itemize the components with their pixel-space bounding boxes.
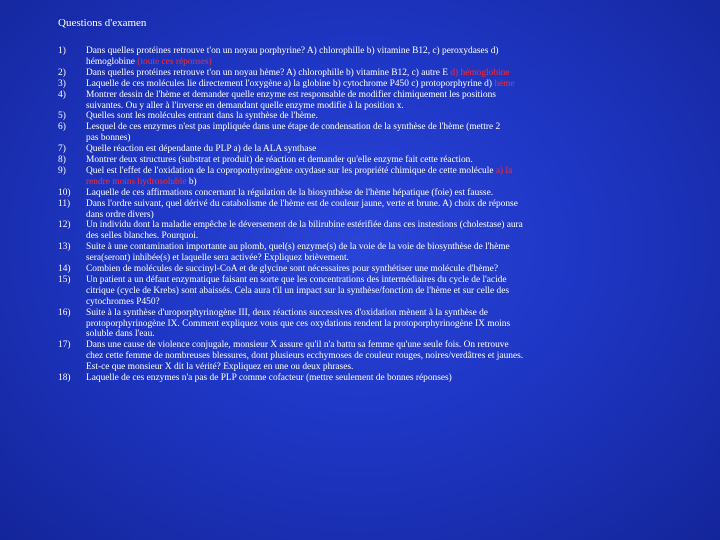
- question-segment: protoporphyrinogène IX. Comment expliquez vous que ces oxydations rendent la protoporphyrinogène IX moins: [86, 318, 511, 329]
- question-number: 17): [58, 340, 71, 351]
- question-text: [86, 68, 696, 79]
- question-line: [86, 133, 696, 144]
- answer-highlight: hème: [494, 78, 515, 89]
- question-line: [86, 188, 696, 199]
- question-line: [86, 231, 696, 242]
- question-segment: hémoglobine: [86, 56, 138, 67]
- question-line: [86, 57, 696, 68]
- answer-highlight: rendre moins hydrosoluble: [86, 176, 187, 187]
- question-segment: Lesquel de ces enzymes n'est pas impliquée dans une étape de condensation de la synthèse de l'hème (mettre 2: [86, 122, 501, 133]
- question-segment: sera(seront) inhibée(s) et laquelle sera activée? Expliquez brièvement.: [86, 253, 349, 264]
- question-item: [58, 308, 698, 341]
- question-number: 3): [58, 78, 66, 89]
- question-item: [58, 264, 698, 275]
- question-line: [86, 340, 696, 351]
- question-segment: Est-ce que monsieur X dit la vérité? Expliquez en une ou deux phrases.: [86, 362, 354, 373]
- question-segment: dans ordre divers): [86, 209, 154, 220]
- question-line: [86, 199, 696, 210]
- question-text: [86, 340, 696, 373]
- question-text: [86, 46, 696, 68]
- question-segment: Un individu dont la maladie empêche le déversement de la bilirubine estérifiée dans ces instestions (cholestase) aura: [86, 220, 523, 231]
- question-line: [86, 111, 696, 122]
- question-segment: cytochromes P450?: [86, 296, 160, 307]
- question-line: [86, 264, 696, 275]
- question-segment: des selles blanches. Pourquoi.: [86, 231, 199, 242]
- question-segment: Quelle réaction est dépendante du PLP a) de la ALA synthase: [86, 144, 317, 155]
- question-line: [86, 362, 696, 373]
- question-segment: suivantes. Ou y aller à l'inverse en demandant quelle enzyme modifie à la position x.: [86, 100, 404, 111]
- question-segment: b): [186, 176, 197, 187]
- question-text: [86, 242, 696, 264]
- question-text: [86, 79, 696, 90]
- question-line: [86, 166, 696, 177]
- question-number: 10): [58, 187, 71, 198]
- question-item: [58, 199, 698, 221]
- question-line: [86, 297, 696, 308]
- question-line: [86, 144, 696, 155]
- question-line: [86, 242, 696, 253]
- question-item: [58, 275, 698, 308]
- question-segment: soluble dans l'eau.: [86, 329, 155, 340]
- question-text: [86, 188, 696, 199]
- question-item: [58, 90, 698, 112]
- question-text: [86, 111, 696, 122]
- question-number: 14): [58, 264, 71, 274]
- question-item: [58, 46, 698, 68]
- question-text: [86, 155, 696, 166]
- question-number: 16): [58, 307, 71, 318]
- question-segment: Quel est l'effet de l'oxidation de la coproporhyrinogène oxydase sur les propriété chimique de cette molécule: [86, 165, 496, 176]
- answer-highlight: a) la: [495, 165, 513, 176]
- question-text: [86, 166, 696, 188]
- question-item: [58, 166, 698, 188]
- question-segment: Suite à la synthèse d'uroporphyrinogène III, deux réactions successives d'oxidation mènent à la synthèse de: [86, 307, 488, 318]
- question-text: [86, 220, 696, 242]
- answer-highlight: d) hémoglobine: [450, 67, 510, 78]
- question-segment: Montrer dessin de l'hème et demander quelle enzyme est responsable de modifier chimiquement les positions: [86, 89, 496, 100]
- question-text: [86, 275, 696, 308]
- question-line: [86, 210, 696, 221]
- question-number: 15): [58, 274, 71, 285]
- question-line: [86, 155, 696, 166]
- answer-highlight: (toute ces réponses): [137, 56, 212, 67]
- question-item: [58, 155, 698, 166]
- question-segment: Laquelle de ces affirmations concernant la régulation de la biosynthèse de l'hème hépatique (foie) est fausse.: [86, 187, 494, 198]
- question-item: [58, 188, 698, 199]
- question-line: [86, 308, 696, 319]
- question-segment: pas bonnes): [86, 133, 131, 144]
- question-number: 7): [58, 144, 66, 155]
- question-line: [86, 90, 696, 101]
- question-number: 8): [58, 155, 66, 165]
- question-text: [86, 199, 696, 221]
- question-line: [86, 351, 696, 362]
- question-segment: Combien de molécules de succinyl-CoA et de glycine sont nécessaires pour synthétiser une molécule d'hème?: [86, 264, 498, 274]
- question-line: [86, 101, 696, 112]
- question-number: 9): [58, 165, 66, 176]
- question-item: [58, 122, 698, 144]
- question-segment: Dans quelles protéines retrouve t'on un noyau hème? A) chlorophille b) vitamine B12, c) autre E: [86, 67, 451, 78]
- question-text: [86, 308, 696, 341]
- question-number: 2): [58, 67, 66, 78]
- question-segment: Dans une cause de violence conjugale, monsieur X assure qu'il n'a battu sa femme qu'une seule fois. On retrouve: [86, 340, 509, 351]
- question-number: 18): [58, 373, 71, 383]
- question-line: [86, 177, 696, 188]
- question-segment: chez cette femme de nombreuses blessures, dont plusieurs ecchymoses de couleur rouges, noires/verdâtres et jaunes.: [86, 351, 524, 362]
- question-segment: Suite à une contamination importante au plomb, quel(s) enzyme(s) de la voie de la voie de biosynthèse de l'hème: [86, 242, 510, 253]
- question-item: [58, 79, 698, 90]
- question-segment: Quelles sont les molécules entrant dans la synthèse de l'hème.: [86, 111, 318, 122]
- question-text: [86, 373, 696, 384]
- question-line: [86, 68, 696, 79]
- question-segment: Laquelle de ces molécules lie directement l'oxygène a) la globine b) cytochrome P450 c) protoporphyrine d): [86, 78, 495, 89]
- question-text: [86, 122, 696, 144]
- question-line: [86, 373, 696, 384]
- question-number: 5): [58, 111, 66, 122]
- question-line: [86, 329, 696, 340]
- question-number: 6): [58, 122, 66, 133]
- question-segment: Laquelle de ces enzymes n'a pas de PLP comme cofacteur (mettre seulement de bonnes réponses): [86, 373, 452, 383]
- question-line: [86, 220, 696, 231]
- question-item: [58, 111, 698, 122]
- question-line: [86, 46, 696, 57]
- slide-title: Questions d'examen: [58, 17, 147, 29]
- question-text: [86, 90, 696, 112]
- question-number: 11): [58, 198, 71, 209]
- question-segment: citrique (cycle de Krebs) sont abaissés. Cela aura t'il un impact sur la synthèse/fonction de l'hème et sur celle des: [86, 285, 510, 296]
- question-line: [86, 122, 696, 133]
- question-line: [86, 275, 696, 286]
- question-item: [58, 373, 698, 384]
- question-text: [86, 144, 696, 155]
- question-item: [58, 68, 698, 79]
- question-item: [58, 220, 698, 242]
- question-segment: Un patient a un défaut enzymatique faisant en sorte que les concentrations des intermédiaires du cycle de l'acide: [86, 274, 507, 285]
- question-number: 12): [58, 220, 71, 231]
- question-line: [86, 286, 696, 297]
- question-item: [58, 242, 698, 264]
- question-number: 13): [58, 242, 71, 253]
- question-number: 4): [58, 89, 66, 100]
- question-line: [86, 319, 696, 330]
- question-segment: Dans l'ordre suivant, quel dérivé du catabolisme de l'hème est de couleur jaune, verte et brune. A) choix de réponse: [86, 198, 518, 209]
- question-segment: Dans quelles protéines retrouve t'on un noyau porphyrine? A) chlorophille b) vitamine B12, c) peroxydases d): [86, 46, 499, 56]
- question-line: [86, 79, 696, 90]
- question-line: [86, 253, 696, 264]
- question-number: 1): [58, 46, 66, 56]
- question-item: [58, 340, 698, 373]
- question-item: [58, 144, 698, 155]
- question-segment: Montrer deux structures (substrat et produit) de réaction et demander qu'elle enzyme fait cette réaction.: [86, 155, 473, 165]
- question-text: [86, 264, 696, 275]
